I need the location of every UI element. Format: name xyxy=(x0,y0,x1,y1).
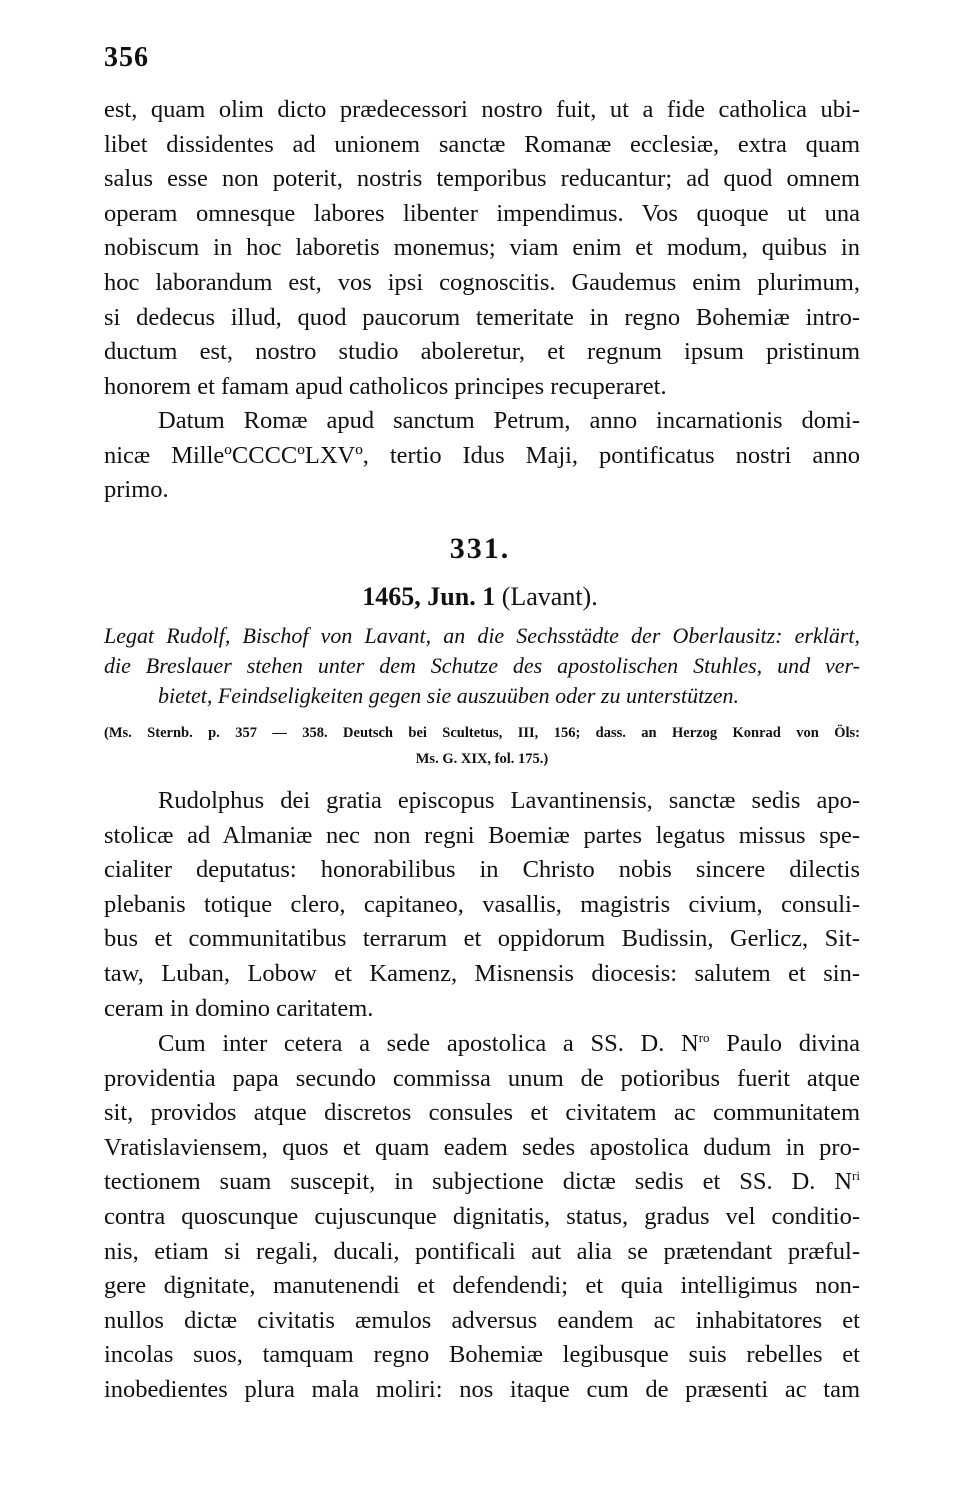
source-line: Ms. G. XIX, fol. 175.) xyxy=(415,751,549,767)
text-line: Vratislaviensem, quos et quam eadem sedes apostolica dudum in pro- xyxy=(104,1133,860,1161)
summary-line: bietet, Feindseligkeiten gegen sie auszuüben oder zu unterstützen. xyxy=(158,683,740,708)
text-line: Rudolphus dei gratia episcopus Lavantinensis, sanctæ sedis apo- xyxy=(158,787,860,814)
text-line: inobedientes plura mala moliri: nos itaque cum de præsenti ac tam xyxy=(104,1375,860,1403)
text-line: contra quoscunque cujuscunque dignitatis, status, gradus vel conditio- xyxy=(104,1202,860,1230)
datum-paragraph xyxy=(104,404,860,508)
text-line: Cum inter cetera a sede apostolica a SS. D. $N^{ro}$ Paulo divina xyxy=(158,1029,860,1057)
text-line: gere dignitate, manutenendi et defendendi; et quia intelligimus non- xyxy=(104,1272,860,1300)
text-line: stolicæ ad Almaniæ nec non regni Boemiæ partes legatus missus spe- xyxy=(104,821,860,849)
text-line: bus et communitatibus terrarum et oppidorum Budissin, Gerlicz, Sit- xyxy=(104,925,860,953)
text-line: honorem et famam apud catholicos principes recuperaret. xyxy=(104,372,667,400)
text-line: sit, providos atque discretos consules et civitatem ac communitatem xyxy=(104,1099,860,1127)
text-line: cialiter deputatus: honorabilibus in Christo nobis sincere dilectis xyxy=(104,856,860,884)
text-line: si dedecus illud, quod paucorum temeritate in regno Bohemiæ intro- xyxy=(104,303,860,331)
text-line: plebanis totique clero, capitaneo, vasallis, magistris civium, consuli- xyxy=(104,890,860,918)
document-place: (Lavant). xyxy=(501,582,598,611)
text-line: nicæ MilleºCCCCºLXVº, tertio Idus Maji, pontificatus nostri anno xyxy=(104,441,860,469)
summary-line: Legat Rudolf, Bischof von Lavant, an die Sechsstädte der Oberlausitz: erklärt, xyxy=(104,623,860,648)
regest-summary xyxy=(104,621,860,711)
text-line: providentia papa secundo commissa unum de potioribus fuerit atque xyxy=(104,1064,860,1092)
top-paragraph xyxy=(104,93,860,404)
text-line: ductum est, nostro studio aboleretur, et regnum ipsum pristinum xyxy=(104,338,860,366)
text-line: nis, etiam si regali, ducali, pontificali aut alia se prætendant præful- xyxy=(104,1237,860,1265)
text-line: nullos dictæ civitatis æmulos adversus eandem ac inhabitatores et xyxy=(104,1306,860,1334)
document-number: 331. xyxy=(449,532,511,565)
text-line: incolas suos, tamquam regno Bohemiæ legibusque suis rebelles et xyxy=(104,1341,860,1369)
text-line: Datum Romæ apud sanctum Petrum, anno incarnationis domi- xyxy=(158,407,860,434)
summary-line: die Breslauer stehen unter dem Schutze des apostolischen Stuhles, und ver- xyxy=(104,653,860,678)
document-date-line xyxy=(0,582,960,612)
text-line: salus esse non poterit, nostris temporibus reducantur; ad quod omnem xyxy=(104,165,860,193)
body-paragraph-address xyxy=(104,784,860,1026)
document-date: 1465, Jun. 1 xyxy=(362,582,496,611)
source-reference xyxy=(104,720,860,772)
text-line: tectionem suam suscepit, in subjectione dictæ sedis et SS. D. $N^{ri}$ xyxy=(104,1168,860,1196)
text-line: taw, Luban, Lobow et Kamenz, Misnensis diocesis: salutem et sin- xyxy=(104,959,860,987)
text-line: libet dissidentes ad unionem sanctæ Romanæ ecclesiæ, extra quam xyxy=(104,130,860,158)
source-line: (Ms. Sternb. p. 357 — 358. Deutsch bei Scultetus, III, 156; dass. an Herzog Konrad von Öls: xyxy=(104,725,860,741)
text-line: operam omnesque labores libenter impendimus. Vos quoque ut una xyxy=(104,199,860,227)
text-line: est, quam olim dicto prædecessori nostro fuit, ut a fide catholica ubi- xyxy=(104,96,860,123)
body-paragraph-main xyxy=(104,1027,860,1408)
text-line: nobiscum in hoc laboretis monemus; viam enim et modum, quibus in xyxy=(104,234,860,262)
page-number: 356 xyxy=(104,42,149,73)
text-line: ceram in domino caritatem. xyxy=(104,994,374,1022)
text-line: hoc laborandum est, vos ipsi cognoscitis. Gaudemus enim plurimum, xyxy=(104,268,860,296)
text-line: primo. xyxy=(104,476,169,504)
